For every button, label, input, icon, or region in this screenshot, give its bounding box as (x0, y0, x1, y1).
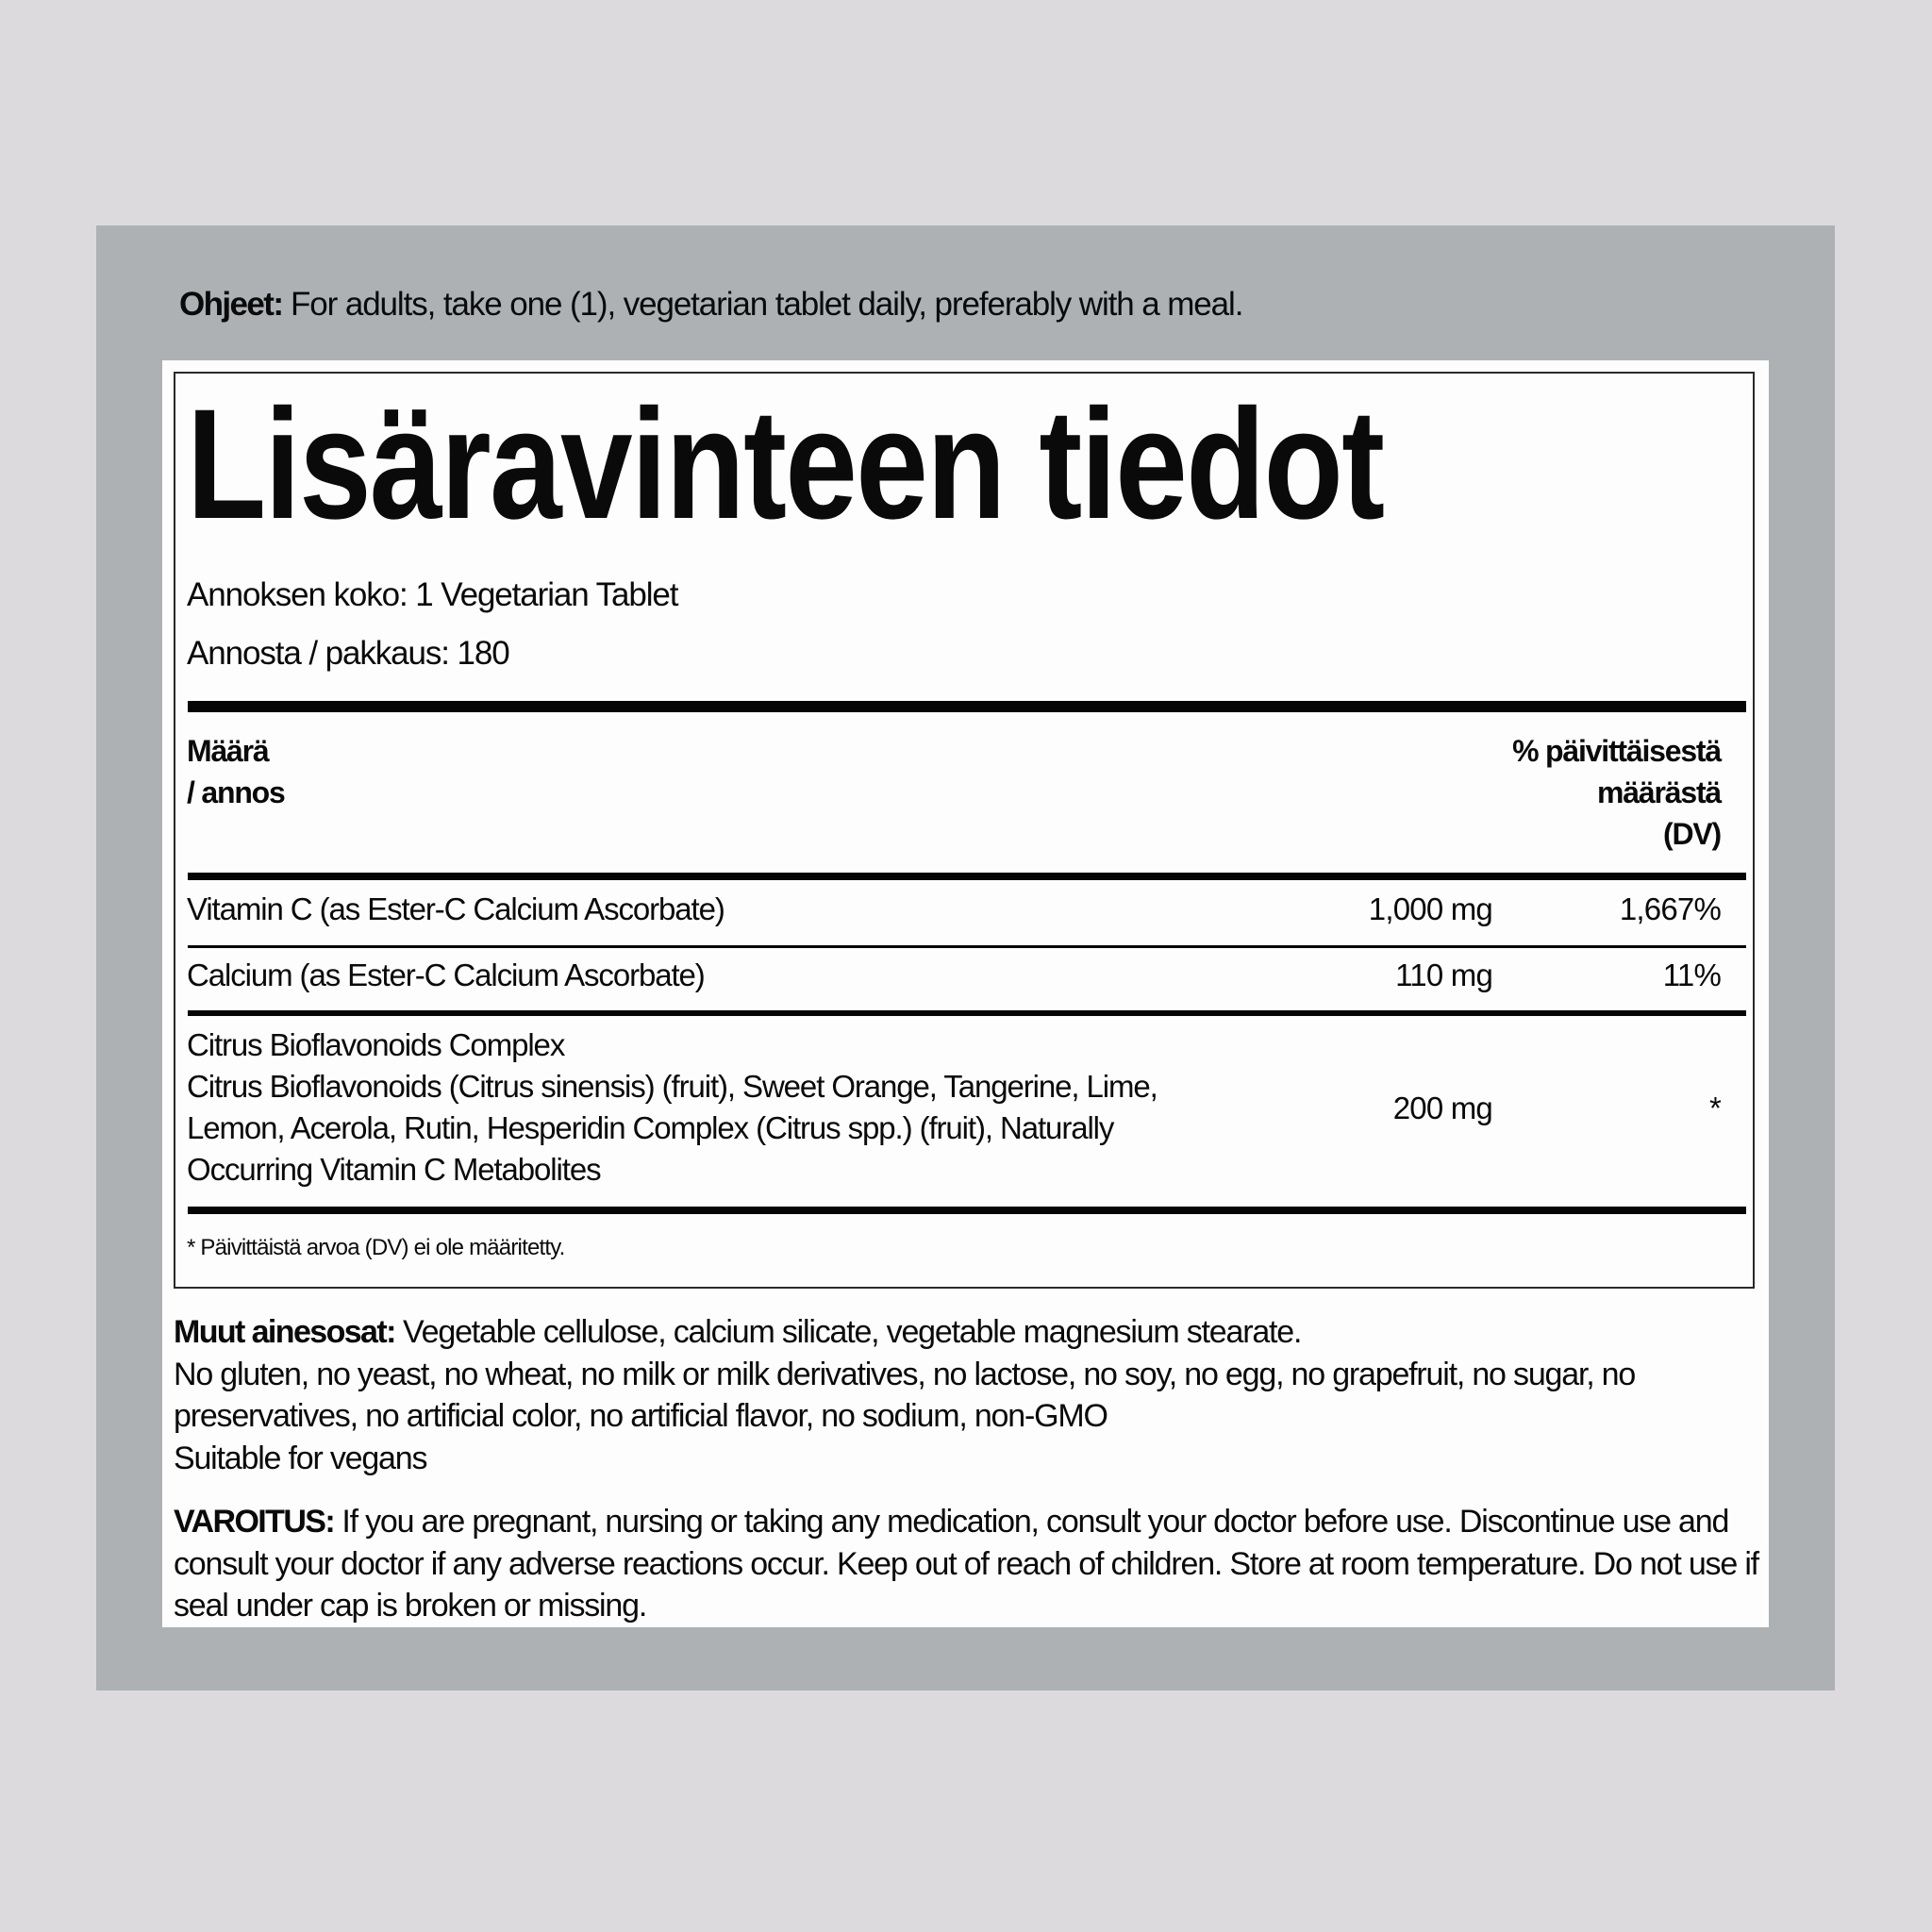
nutrient-dv: 11% (1662, 958, 1721, 992)
vegan-statement: Suitable for vegans (174, 1440, 427, 1476)
directions (179, 286, 1242, 324)
dv-header-line1: % päivittäisestä (1512, 734, 1721, 768)
nutrient-amount: 200 mg (1392, 1091, 1492, 1125)
warning (174, 1501, 1758, 1627)
other-ingredients-label: Muut ainesosat: (174, 1314, 395, 1350)
nutrient-name-line: Lemon, Acerola, Rutin, Hesperidin Complex (Citrus spp.) (fruit), Naturally (187, 1110, 1114, 1145)
nutrient-name-line: Citrus Bioflavonoids (Citrus sinensis) (fruit), Sweet Orange, Tangerine, Lime, (187, 1069, 1158, 1104)
other-ingredients (174, 1311, 1635, 1479)
dv-header-line3: (DV) (1663, 817, 1721, 851)
amount-per-serving-header (187, 730, 285, 813)
thick-divider (188, 701, 1746, 712)
row-divider (188, 945, 1746, 948)
thick-divider (188, 1207, 1746, 1214)
nutrient-name-multiline (187, 1024, 1158, 1191)
nutrient-dv: * (1708, 1091, 1721, 1125)
servings-per-container: Annosta / pakkaus: 180 (187, 635, 509, 672)
nutrient-amount: 1,000 mg (1368, 891, 1492, 926)
free-from-line: No gluten, no yeast, no wheat, no milk or milk derivatives, no lactose, no soy, no egg, no grapefruit, no sugar, no (174, 1356, 1636, 1392)
row-divider (188, 1010, 1746, 1016)
other-ingredients-text: Vegetable cellulose, calcium silicate, vegetable magnesium stearate. (394, 1314, 1302, 1350)
directions-text: For adults, take one (1), vegetarian tablet daily, preferably with a meal. (282, 286, 1243, 323)
nutrient-amount: 110 mg (1395, 958, 1492, 992)
free-from-line: preservatives, no artificial color, no artificial flavor, no sodium, non-GMO (174, 1398, 1108, 1434)
warning-line: If you are pregnant, nursing or taking any medication, consult your doctor before use. Discontinue use and (334, 1504, 1729, 1540)
warning-line: seal under cap is broken or missing. (174, 1588, 647, 1624)
nutrient-name-line: Citrus Bioflavonoids Complex (187, 1027, 565, 1062)
dv-header-line2: määrästä (1597, 775, 1721, 809)
daily-value-header (1512, 730, 1721, 855)
supplement-facts-box (174, 372, 1755, 1289)
serving-size: Annoksen koko: 1 Vegetarian Tablet (187, 576, 678, 613)
nutrient-name-line: Occurring Vitamin C Metabolites (187, 1152, 601, 1187)
nutrient-name: Vitamin C (as Ester-C Calcium Ascorbate) (187, 891, 724, 926)
amount-header-line2: / annos (187, 775, 285, 809)
facts-title: Lisäravinteen tiedot (187, 377, 1384, 552)
nutrient-dv: 1,667% (1619, 891, 1721, 926)
header-divider (188, 873, 1746, 880)
amount-header-line1: Määrä (187, 734, 269, 768)
warning-line: consult your doctor if any adverse reactions occur. Keep out of reach of children. Store at room temperature. Do not use if (174, 1545, 1758, 1582)
dv-footnote: * Päivittäistä arvoa (DV) ei ole määritetty. (187, 1235, 565, 1260)
warning-label: VAROITUS: (174, 1504, 335, 1540)
nutrient-name: Calcium (as Ester-C Calcium Ascorbate) (187, 958, 705, 992)
directions-label: Ohjeet: (179, 286, 283, 323)
